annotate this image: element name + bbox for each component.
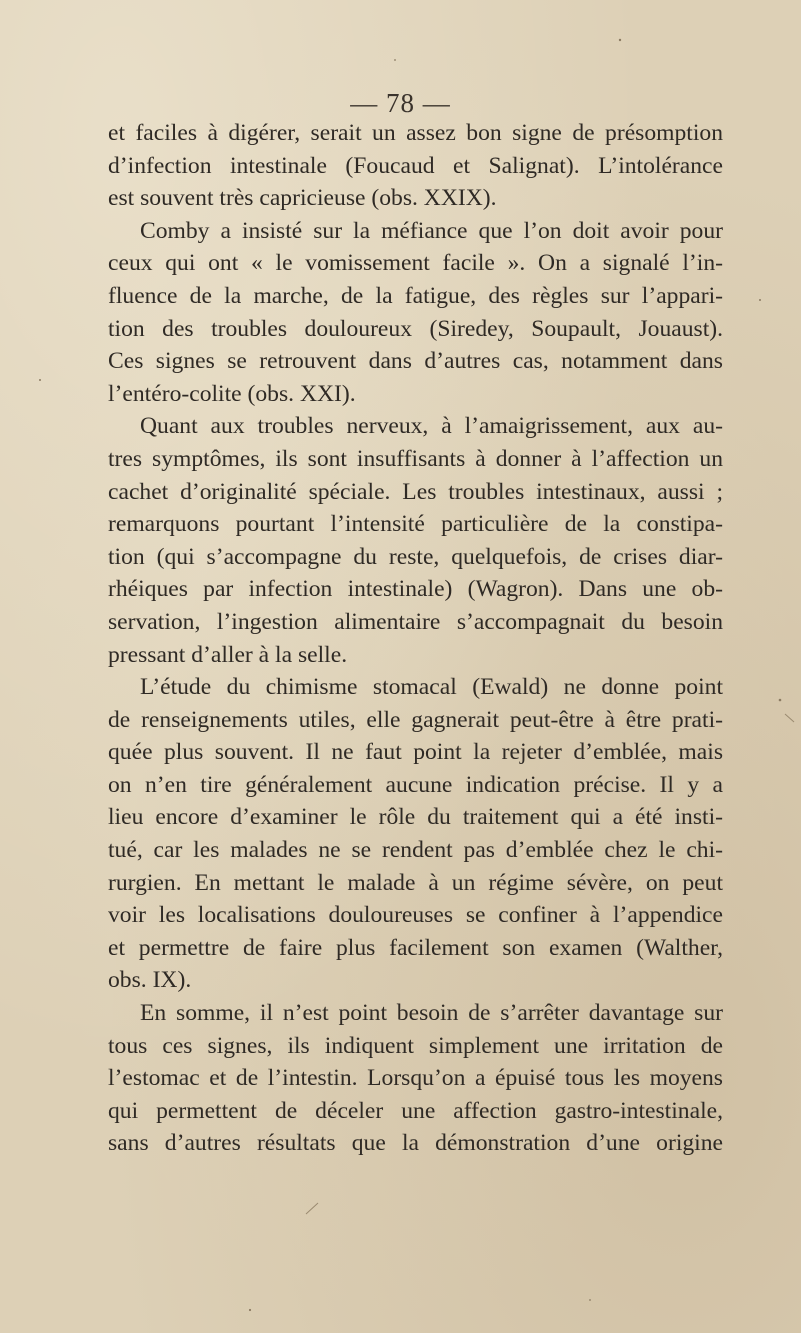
text-line: cachet d’originalité spéciale. Les troubles intestinaux, aussi ; xyxy=(108,478,723,505)
text-line: fluence de la marche, de la fatigue, des règles sur l’appari- xyxy=(108,282,723,309)
text-line: de renseignements utiles, elle gagnerait peut-être à être prati- xyxy=(108,706,723,733)
text-line: lieu encore d’examiner le rôle du traitement qui a été insti- xyxy=(108,804,723,831)
text-line: qui permettent de déceler une affection gastro-intestinale, xyxy=(108,1097,723,1124)
text-line: on n’en tire généralement aucune indication précise. Il y a xyxy=(108,771,723,798)
text-line: sans d’autres résultats que la démonstration d’une origine xyxy=(108,1130,723,1157)
text-line: obs. IX). xyxy=(108,967,192,994)
text-line: tué, car les malades ne se rendent pas d’emblée chez le chi- xyxy=(108,837,723,864)
text-line: tion des troubles douloureux (Siredey, Soupault, Jouaust). xyxy=(108,315,723,342)
text-line: tous ces signes, ils indiquent simplement une irritation de xyxy=(108,1032,723,1059)
text-line: L’étude du chimisme stomacal (Ewald) ne donne point xyxy=(140,674,723,701)
text-line: rurgien. En mettant le malade à un régime sévère, on peut xyxy=(108,869,723,896)
text-line: quée plus souvent. Il ne faut point la rejeter d’emblée, mais xyxy=(108,739,723,766)
page-number: — 78 — xyxy=(350,88,451,118)
text-line: Comby a insisté sur la méfiance que l’on doit avoir pour xyxy=(140,217,723,244)
text-line: rhéiques par infection intestinale) (Wagron). Dans une ob- xyxy=(108,576,723,603)
text-line: servation, l’ingestion alimentaire s’accompagnait du besoin xyxy=(108,608,723,635)
text-line: d’infection intestinale (Foucaud et Salignat). L’intolérance xyxy=(108,152,723,179)
text-line: et faciles à digérer, serait un assez bon signe de présomption xyxy=(108,120,723,146)
text-line: et permettre de faire plus facilement son examen (Walther, xyxy=(108,934,723,961)
text-line: Quant aux troubles nerveux, à l’amaigrissement, aux au- xyxy=(140,413,723,440)
text-line: Ces signes se retrouvent dans d’autres cas, notamment dans xyxy=(108,348,723,375)
text-line: ceux qui ont « le vomissement facile ». On a signalé l’in- xyxy=(108,250,723,277)
text-line: l’entéro-colite (obs. XXI). xyxy=(108,380,356,407)
text-line: tion (qui s’accompagne du reste, quelquefois, de crises diar- xyxy=(108,543,723,570)
text-line: tres symptômes, ils sont insuffisants à donner à l’affection un xyxy=(108,445,723,472)
text-line: remarquons pourtant l’intensité particulière de la constipa- xyxy=(108,511,723,538)
text-line: l’estomac et de l’intestin. Lorsqu’on a épuisé tous les moyens xyxy=(108,1065,723,1092)
text-line: est souvent très capricieuse (obs. XXIX). xyxy=(108,185,497,212)
text-line: pressant d’aller à la selle. xyxy=(108,641,348,668)
body-text xyxy=(108,117,723,1160)
text-line: En somme, il n’est point besoin de s’arrêter davantage sur xyxy=(140,1000,723,1027)
text-line: voir les localisations douloureuses se confiner à l’appendice xyxy=(108,902,723,929)
